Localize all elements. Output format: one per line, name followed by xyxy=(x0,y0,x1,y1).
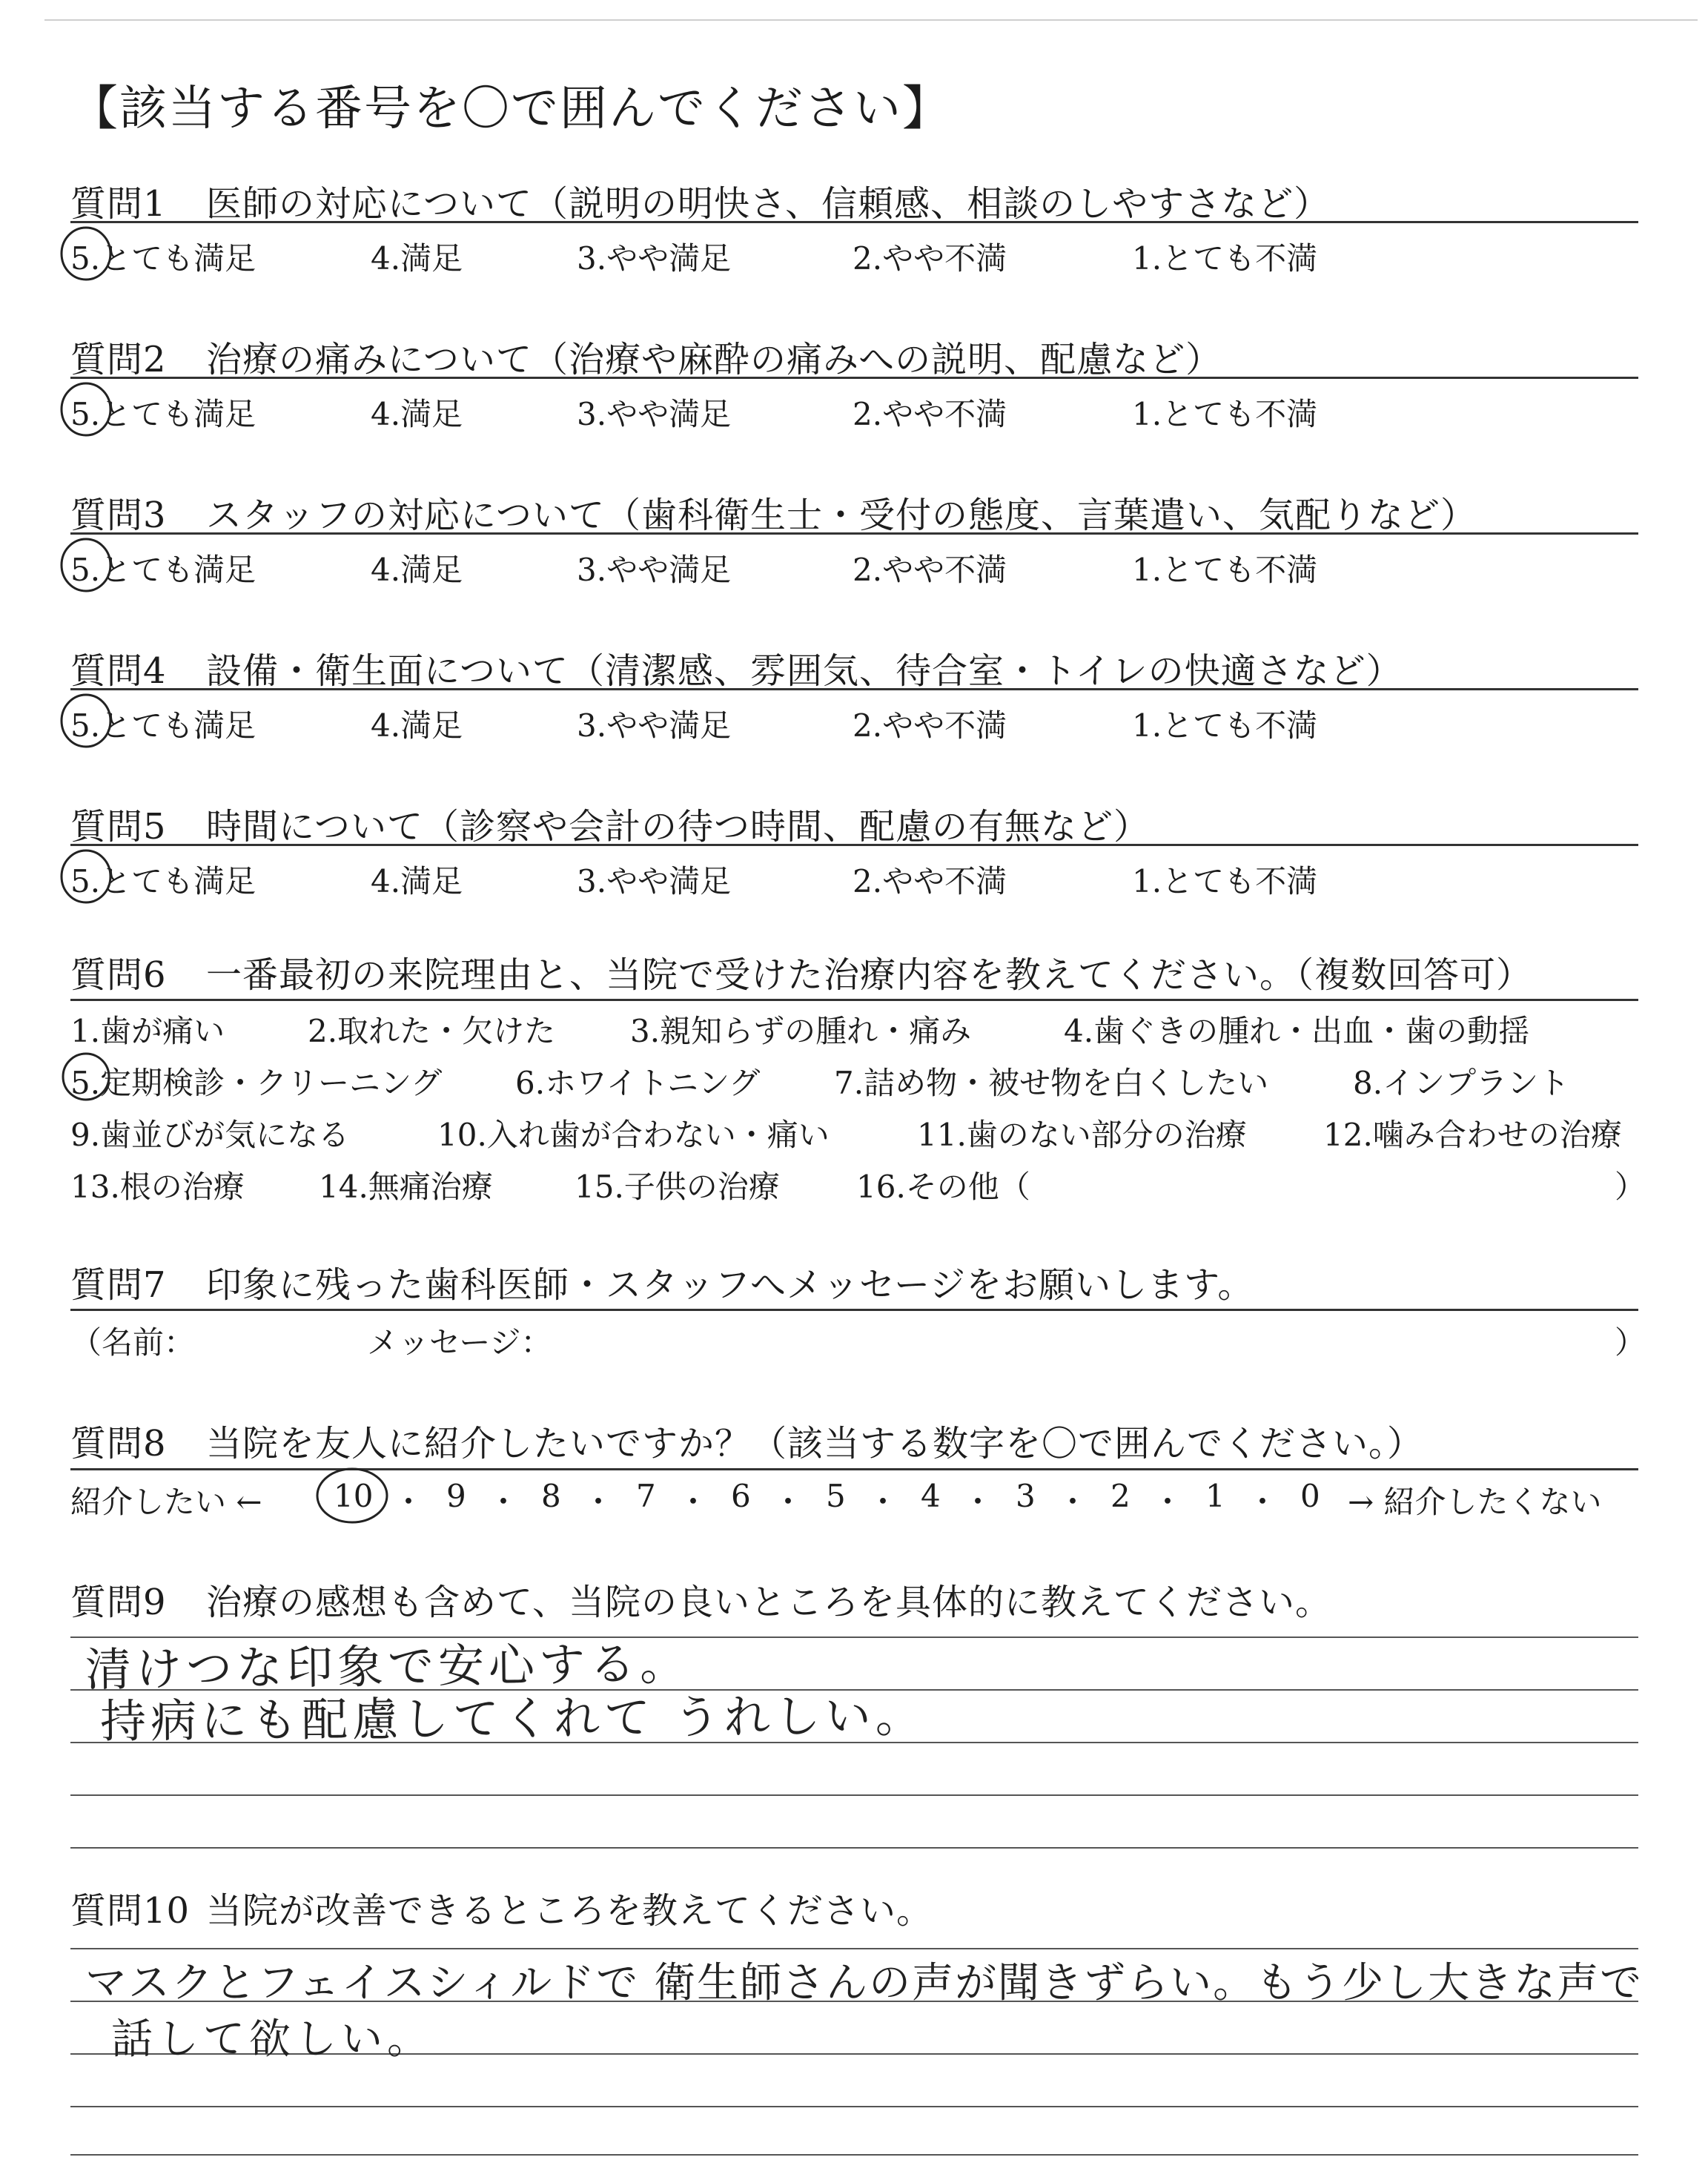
q9-answer-line-1: 清けつな印象で安心する。 xyxy=(85,1636,691,1697)
q8-scale-value: 3 xyxy=(1016,1478,1036,1514)
q8-scale-separator: ・ xyxy=(962,1484,994,1520)
question-text: 時間について（診察や会計の待つ時間、配慮の有無など） xyxy=(206,806,1151,848)
q8-scale-value: 4 xyxy=(921,1478,941,1514)
q6-option: 4.歯ぐきの腫れ・出血・歯の動揺 xyxy=(1064,1013,1530,1049)
q8-scale-separator: ・ xyxy=(488,1484,520,1520)
q8-scale-separator: ・ xyxy=(678,1484,709,1520)
q7-rule xyxy=(70,1309,1638,1311)
q8-scale-value: 0 xyxy=(1300,1478,1320,1514)
rating-option: 2.やや不満 xyxy=(853,552,1007,588)
q6-option: 14.無痛治療 xyxy=(319,1169,493,1205)
q8-scale-value: 6 xyxy=(731,1478,751,1514)
q6-option: 8.インプラント xyxy=(1353,1065,1570,1101)
rating-option: 1.とても不満 xyxy=(1132,863,1318,899)
q9-writing-line xyxy=(70,1794,1638,1796)
rating-option: 2.やや不満 xyxy=(853,240,1007,277)
q8-scale-value: 10 xyxy=(334,1478,374,1514)
q8-scale-value: 2 xyxy=(1110,1478,1131,1514)
q10-answer-line-2: 話して欲しい。 xyxy=(111,2015,433,2064)
selected-answer-circle xyxy=(59,848,113,905)
selected-answer-circle xyxy=(315,1467,389,1525)
question-label: 質問5 xyxy=(70,806,167,848)
q6-text: 一番最初の来院理由と、当院で受けた治療内容を教えてください。（複数回答可） xyxy=(206,954,1533,996)
question-rule xyxy=(70,377,1638,379)
q8-scale-value: 1 xyxy=(1205,1478,1225,1514)
q8-scale-separator: ・ xyxy=(772,1484,804,1520)
q10-text: 当院が改善できるところを教えてください。 xyxy=(206,1890,933,1932)
q8-scale-separator: ・ xyxy=(1247,1484,1279,1520)
q7-message-label: メッセージ： xyxy=(367,1324,552,1361)
q6-option: 15.子供の治療 xyxy=(575,1169,780,1205)
q8-text: 当院を友人に紹介したいですか？（該当する数字を〇で囲んでください。） xyxy=(206,1423,1424,1464)
question-text: 設備・衛生面について（清潔感、雰囲気、待合室・トイレの快適さなど） xyxy=(206,650,1403,692)
selected-answer-circle xyxy=(61,1051,111,1102)
rating-option: 3.やや満足 xyxy=(577,863,732,899)
q10-writing-line xyxy=(70,2154,1638,2156)
question-rule xyxy=(70,844,1638,846)
q10-writing-line xyxy=(70,1948,1638,1949)
question-label: 質問1 xyxy=(70,183,167,225)
rating-option: 3.やや満足 xyxy=(577,552,732,588)
rating-option: 4.満足 xyxy=(371,552,463,588)
q7-text: 印象に残った歯科医師・スタッフへメッセージをお願いします。 xyxy=(206,1264,1254,1306)
question-rule xyxy=(70,221,1638,223)
selected-answer-circle xyxy=(59,537,113,593)
question-text: スタッフの対応について（歯科衛生士・受付の態度、言葉遣い、気配りなど） xyxy=(206,495,1477,536)
page-header: 【該当する番号を〇で囲んでください】 xyxy=(70,82,951,136)
q8-scale-value: 8 xyxy=(541,1478,561,1514)
q9-writing-line xyxy=(70,1847,1638,1849)
q8-scale-value: 5 xyxy=(826,1478,846,1514)
q6-option: 12.噛み合わせの治療 xyxy=(1323,1117,1622,1153)
rating-option: 3.やや満足 xyxy=(577,707,732,744)
q7-label: 質問7 xyxy=(70,1264,167,1306)
q6-option: 2.取れた・欠けた xyxy=(308,1013,556,1049)
q9-label: 質問9 xyxy=(70,1582,167,1623)
question-text: 医師の対応について（説明の明快さ、信頼感、相談のしやすさなど） xyxy=(206,183,1331,225)
rating-option: 3.やや満足 xyxy=(577,240,732,277)
rating-option: 1.とても不満 xyxy=(1132,396,1318,432)
q9-answer-line-2: 持病にも配慮してくれて うれしい。 xyxy=(99,1688,926,1748)
q8-scale-value: 7 xyxy=(636,1478,656,1514)
rating-option: 5.とても満足 xyxy=(70,396,256,432)
rating-option: 1.とても不満 xyxy=(1132,552,1318,588)
rating-option: 4.満足 xyxy=(371,863,463,899)
q10-writing-line xyxy=(70,2106,1638,2107)
q6-option: 13.根の治療 xyxy=(70,1169,245,1205)
rating-option: 5.とても満足 xyxy=(70,552,256,588)
scan-edge xyxy=(44,19,1698,21)
q10-answer-line-1: マスクとフェイスシィルドで 衛生師さんの声が聞きずらい。もう少し大きな声で xyxy=(85,1959,1644,2007)
rating-option: 3.やや満足 xyxy=(577,396,732,432)
rating-option: 1.とても不満 xyxy=(1132,707,1318,744)
rating-option: 4.満足 xyxy=(371,396,463,432)
q7-name-label: （名前： xyxy=(70,1324,196,1361)
q8-scale-value: 9 xyxy=(446,1478,466,1514)
q6-option: 10.入れ歯が合わない・痛い xyxy=(437,1117,830,1153)
q8-rule xyxy=(70,1468,1638,1470)
selected-answer-circle xyxy=(59,693,113,749)
q6-rule xyxy=(70,999,1638,1001)
q7-close-paren: ） xyxy=(1615,1324,1646,1361)
q8-scale-separator: ・ xyxy=(1152,1484,1184,1520)
question-label: 質問3 xyxy=(70,495,167,536)
q6-option: 6.ホワイトニング xyxy=(515,1065,761,1101)
rating-option: 2.やや不満 xyxy=(853,863,1007,899)
rating-option: 4.満足 xyxy=(371,707,463,744)
q6-option: 5.定期検診・クリーニング xyxy=(70,1065,443,1101)
question-label: 質問2 xyxy=(70,339,167,380)
q9-text: 治療の感想も含めて、当院の良いところを具体的に教えてください。 xyxy=(206,1582,1332,1623)
q6-option: 16.その他（ xyxy=(856,1169,1030,1205)
q6-option: 3.親知らずの腫れ・痛み xyxy=(630,1013,972,1049)
q8-scale-separator: ・ xyxy=(867,1484,899,1520)
selected-answer-circle xyxy=(59,225,113,282)
rating-option: 1.とても不満 xyxy=(1132,240,1318,277)
q6-close-paren: ） xyxy=(1615,1169,1646,1205)
rating-option: 5.とても満足 xyxy=(70,707,256,744)
q8-scale-separator: ・ xyxy=(393,1484,425,1520)
question-rule xyxy=(70,532,1638,535)
q8-scale-separator: ・ xyxy=(583,1484,615,1520)
q6-option: 1.歯が痛い xyxy=(70,1013,225,1049)
rating-option: 2.やや不満 xyxy=(853,396,1007,432)
q6-option: 7.詰め物・被せ物を白くしたい xyxy=(834,1065,1269,1101)
rating-option: 5.とても満足 xyxy=(70,240,256,277)
q6-label: 質問6 xyxy=(70,954,167,996)
selected-answer-circle xyxy=(59,381,113,437)
rating-option: 4.満足 xyxy=(371,240,463,277)
q8-scale-separator: ・ xyxy=(1057,1484,1089,1520)
rating-option: 2.やや不満 xyxy=(853,707,1007,744)
question-label: 質問4 xyxy=(70,650,167,692)
question-text: 治療の痛みについて（治療や麻酔の痛みへの説明、配慮など） xyxy=(206,339,1222,380)
q10-label: 質問10 xyxy=(70,1890,191,1932)
q6-option: 9.歯並びが気になる xyxy=(70,1117,350,1153)
q8-left-label: 紹介したい ← xyxy=(70,1484,262,1520)
q8-label: 質問8 xyxy=(70,1423,167,1464)
q8-right-label: → 紹介したくない xyxy=(1348,1484,1602,1520)
rating-option: 5.とても満足 xyxy=(70,863,256,899)
q6-option: 11.歯のない部分の治療 xyxy=(917,1117,1247,1153)
question-rule xyxy=(70,688,1638,690)
